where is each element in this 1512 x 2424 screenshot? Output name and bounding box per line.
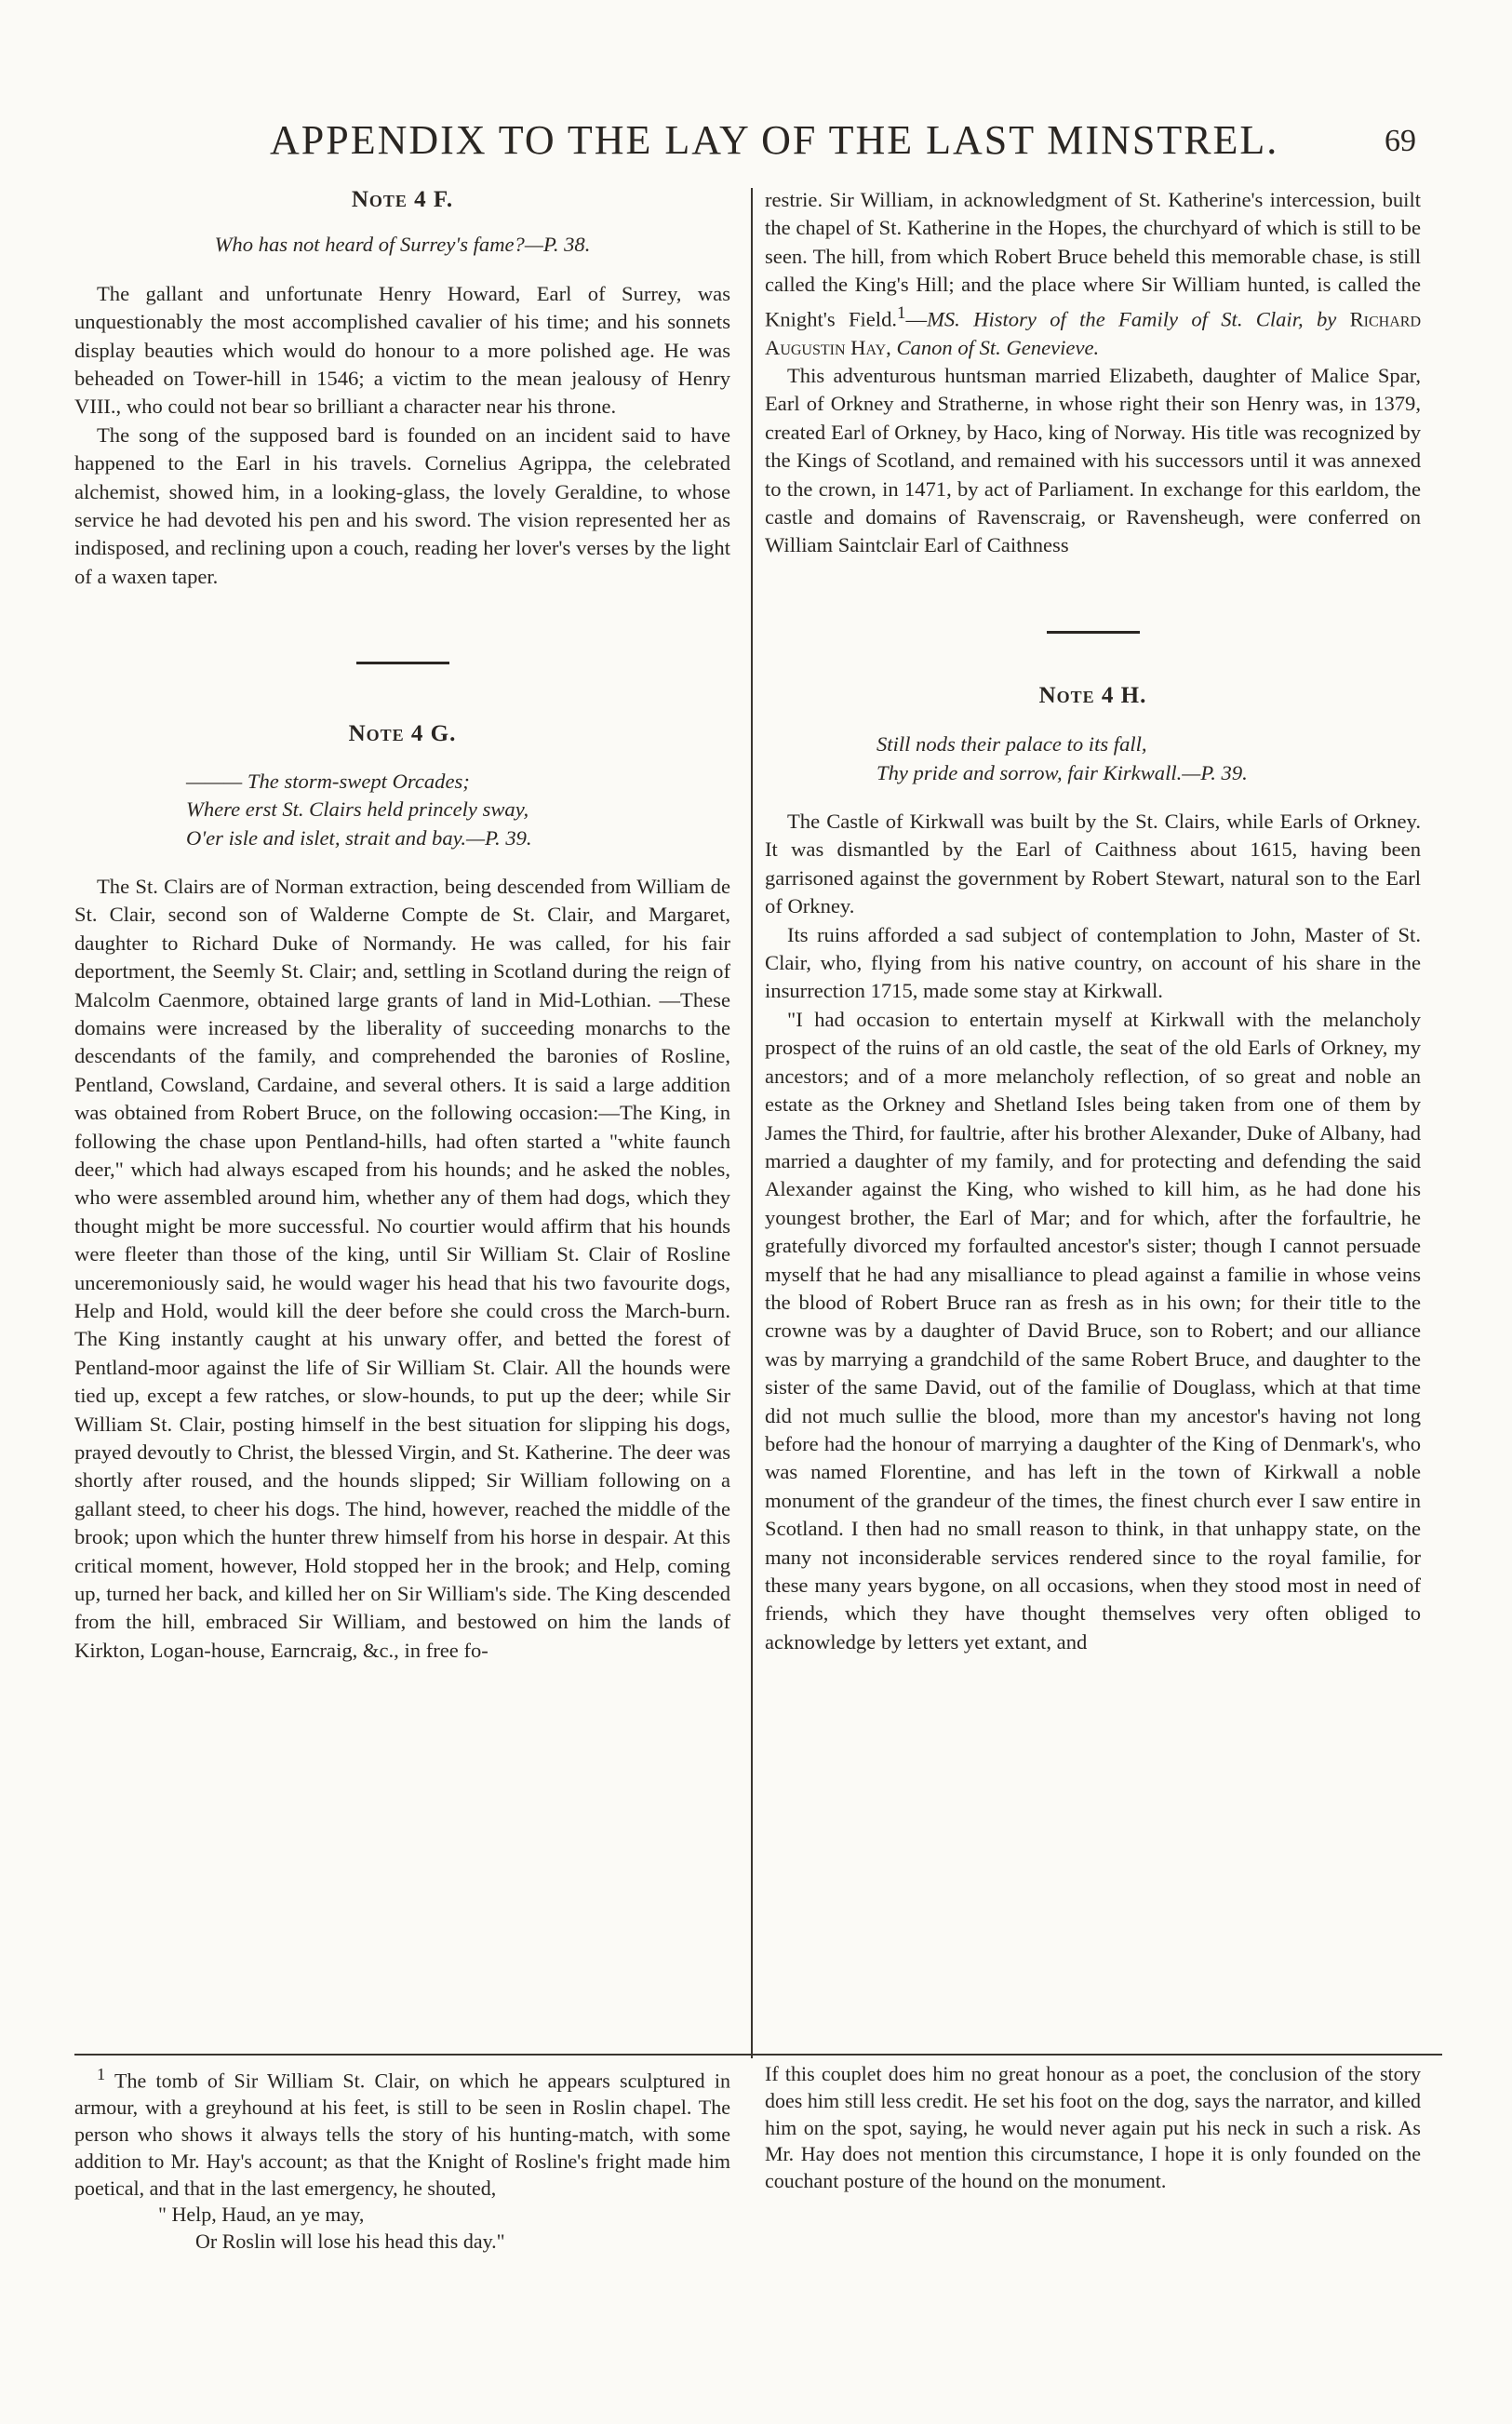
- epigraph-line: Still nods their palace to its fall,: [876, 732, 1147, 757]
- note-4f-paragraph-2: The song of the supposed bard is founded on an incident said to have happened to the Earl in his travels. Cornelius Agrippa, the celebrated alchemist, showed him, in a looking-glass, the lovely Geraldine, to whose service he had devoted his pen and his sword. The vision represented her as indisposed, and reclining upon a couch, reading her lover's verses by the light of a waxen taper.: [74, 422, 730, 588]
- footnote-marker: 1: [897, 302, 906, 323]
- note-4g-epigraph: [74, 768, 730, 852]
- footnote-paragraph: [74, 2061, 730, 2202]
- footnote-number: 1: [97, 2065, 106, 2083]
- continued-text: restrie. Sir William, in acknowledgment of St. Katherine's intercession, built the chapel of St. Katherine in the Hopes, the churchyard of which is still to be seen. The hill, from which Robert Bruce beheld this memorable chase, is still called the King's Hill; and the place where Sir William hunted, is called the Knight's Field.$^1$—MS. History of the Family of St. Clair, by Richard Augustin Hay, Canon of St. Genevieve.: [765, 188, 1422, 359]
- footnote-text: The tomb of Sir William St. Clair, on which he appears sculptured in armour, with a greyhound at his feet, is still to be seen in Roslin chapel. The person who shows it always tells the story of his hunting-match, with some addition to Mr. Hay's account; as that the Knight of Rosline's fright made him poetical, and that in the last emergency, he shouted,: [74, 2069, 730, 2200]
- running-title: APPENDIX TO THE LAY OF THE LAST MINSTREL.: [270, 117, 1279, 163]
- footnote-rule: [74, 2054, 1442, 2056]
- citation-tail: Canon of St. Genevieve.: [896, 335, 1100, 359]
- note-4f-paragraph-1: The gallant and unfortunate Henry Howard, Earl of Surrey, was unquestionably the most accomplished cavalier of his time; and his sonnets display beauties which would do honour to a more polished age. He was beheaded on Tower-hill in 1546; a victim to the mean jealousy of Henry VIII., who could not bear so brilliant a character near his throne.: [74, 281, 730, 419]
- footnote-right: [765, 2061, 1421, 2195]
- page-number: 69: [1385, 124, 1416, 158]
- epigraph-line: O'er isle and islet, strait and bay.—P. 39.: [186, 825, 532, 850]
- note-4g-paragraph: The St. Clairs are of Norman extraction, being descended from William de St. Clair, second son of Walderne Compte de St. Clair, and Margaret, daughter to Richard Duke of Normandy. He was called, for his fair deportment, the Seemly St. Clair; and, settling in Scotland during the reign of Malcolm Caenmore, obtained large grants of land in Mid-Lothian. —These domains were increased by the liberality of succeeding monarchs to the descendants of the family, and comprehended the baronies of Rosline, Pentland, Cowsland, Cardaine, and several others. It is said a large addition was obtained from Robert Bruce, on the following occasion:—The King, in following the chase upon Pentland-hills, had often started a "white faunch deer," which had always escaped from his hounds; and he asked the nobles, who were assembled around him, whether any of them had dogs, which they thought might be more successful. No courtier would affirm that his hounds were fleeter than those of the king, until Sir William St. Clair of Rosline unceremoniously said, he would wager his head that his two favourite dogs, Help and Hold, would kill the deer before she could cross the March-burn. The King instantly caught at his unwary offer, and betted the forest of Pentland-moor against the life of Sir William St. Clair. All the hounds were tied up, except a few ratches, or slow-hounds, to put up the deer; while Sir William St. Clair, posting himself in the best situation for slipping his dogs, prayed devoutly to Christ, the blessed Virgin, and St. Katherine. The deer was shortly after roused, and the hounds slipped; Sir William following on a gallant steed, to cheer his dogs. The hind, however, reached the middle of the brook; upon which the hunter threw himself from his horse in despair. At this critical moment, however, Hold stopped her in the brook; and Help, coming up, turned her back, and killed her on Sir William's side. The King descended from the hill, embraced Sir William, and bestowed on him the lands of Kirkton, Logan-house, Earncraig, &c., in free fo-: [74, 874, 730, 1662]
- epigraph-line: Thy pride and sorrow, fair Kirkwall.—P. 39.: [876, 760, 1248, 784]
- page-header: [0, 116, 1512, 172]
- footnote-continuation: If this couplet does him no great honour as a poet, the conclusion of the story does him still less credit. He set his foot on the dog, says the narrator, and killed him on the spot, saying, he would never again put his neck in such a risk. As Mr. Hay does not mention this circumstance, I hope it is only founded on the couchant posture of the hound on the monument.: [765, 2062, 1421, 2193]
- footnote-left: [74, 2061, 730, 2256]
- note-4h-title: Note 4 H.: [1038, 682, 1147, 708]
- note-4f-title: Note 4 F.: [351, 187, 454, 212]
- epigraph-line: Where erst St. Clairs held princely sway,: [186, 797, 529, 822]
- source-citation: MS. History of the Family of St. Clair, by: [927, 307, 1337, 331]
- earldom-paragraph: This adventurous huntsman married Elizabeth, daughter of Malice Spar, Earl of Orkney and Stratherne, in whose right their son Henry was, in 1379, created Earl of Orkney, by Haco, king of Norway. His title was recognized by the Kings of Scotland, and remained with his successors until it was annexed to the crown, in 1471, by act of Parliament. In exchange for this earldom, the castle and domains of Ravenscraig, or Ravensheugh, were conferred on William Saintclair Earl of Caithness: [765, 363, 1421, 557]
- note-4h-paragraph-3: "I had occasion to entertain myself at Kirkwall with the melancholy prospect of the ruins of an old castle, the seat of the old Earls of Orkney, my ancestors; and of a more melancholy reflection, of so great and noble an estate as the Orkney and Shetland Isles being taken from one of them by James the Third, for faultrie, after his brother Alexander, Duke of Albany, had married a daughter of my family, and for protecting and defending the said Alexander against the King, who wished to kill him, as he had done his youngest brother, the Earl of Mar; and for which, after the forfaultrie, he gratefully divorced my forfaulted ancestor's sister; though I cannot persuade myself that he had any misalliance to plead against a familie in whose veins the blood of Robert Bruce ran as fresh as in his own; for their title to the crowne was by a daughter of David Bruce, son to Robert; and our alliance was by marrying a grandchild of the same Robert Bruce, and daughter to the sister of the same David, out of the familie of Douglass, which at that time did not much sullie the blood, more than my ancestor's having not long before had the honour of marrying a daughter of the King of Denmark's, who was named Florentine, and has left in the town of Kirkwall a noble monument of the grandeur of the times, the finest church ever I saw entire in Scotland. I then had no small reason to think, in that unhappy state, on the many not inconsiderable services rendered since to the royal familie, for these many years bygone, on all occasions, when they stood most in need of friends, which they have thought themselves very often obliged to acknowledge by letters yet extant, and: [765, 1007, 1421, 1654]
- note-4g-title: Note 4 G.: [348, 721, 457, 747]
- note-4h-epigraph: [765, 730, 1421, 787]
- column-divider: [751, 188, 753, 2058]
- epigraph-line: ——— The storm-swept Orcades;: [186, 769, 470, 793]
- right-column: [765, 186, 1421, 1656]
- section-rule: [356, 662, 449, 664]
- footnote-verse-line: Or Roslin will lose his head this day.": [195, 2230, 505, 2254]
- left-column: [74, 186, 730, 1665]
- citation-author: Richard Augustin Hay,: [765, 307, 1422, 359]
- continuation-text: restrie. Sir William, in acknowledgment of St. Katherine's intercession, built the chapel of St. Katherine in the Hopes, the churchyard of which is still to be seen. The hill, from which Robert Bruce beheld this memorable chase, is still called the King's Hill; and the place where Sir William hunted, is called the Knight's Field.: [765, 188, 1421, 331]
- note-4h-paragraph-2: Its ruins afforded a sad subject of contemplation to John, Master of St. Clair, who, flying from his native country, on account of his share in the insurrection 1715, made some stay at Kirkwall.: [765, 922, 1421, 1003]
- section-rule: [1047, 631, 1140, 634]
- note-4h-paragraph-1: The Castle of Kirkwall was built by the St. Clairs, while Earls of Orkney. It was dismantled by the Earl of Caithness about 1615, having been garrisoned against the government by Robert Stewart, natural son to the Earl of Orkney.: [765, 810, 1421, 918]
- note-4f-epigraph: Who has not heard of Surrey's fame?—P. 38.: [214, 233, 591, 257]
- footnote-verse-line: " Help, Haud, an ye may,: [158, 2203, 365, 2227]
